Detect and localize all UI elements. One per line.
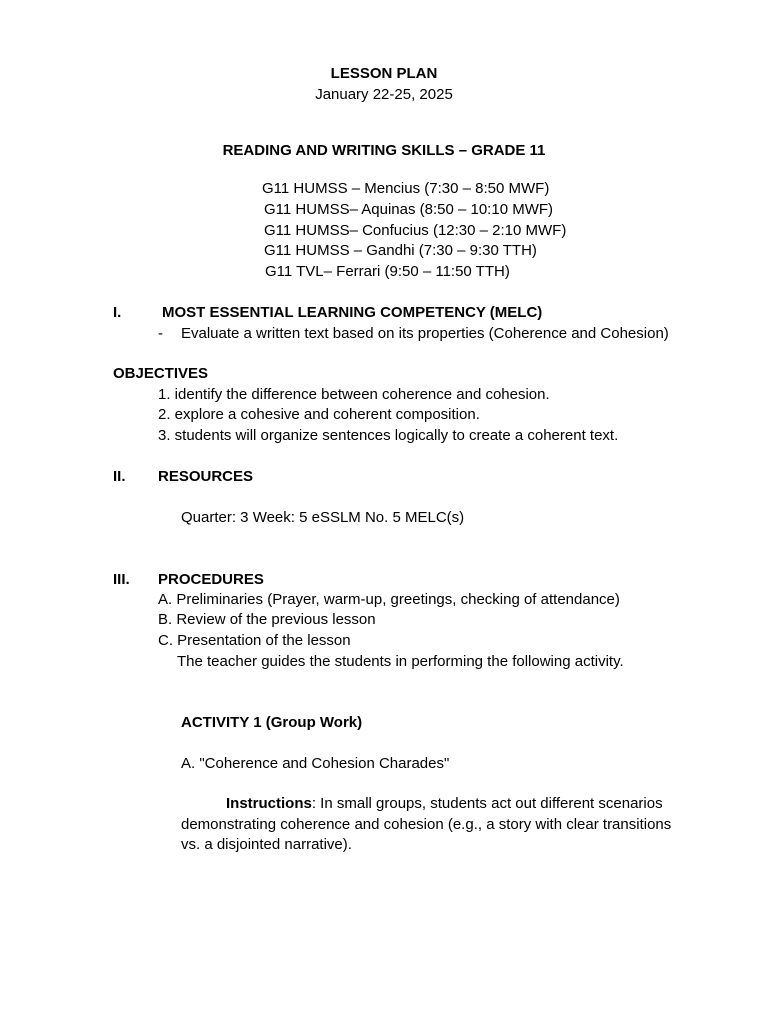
section-line: G11 HUMSS – Mencius (7:30 – 8:50 MWF) [262, 180, 550, 197]
procedure-item: A. Preliminaries (Prayer, warm-up, greetings, checking of attendance) [158, 591, 620, 608]
objective-item: 2. explore a cohesive and coherent composition. [158, 406, 480, 423]
instructions-text: : In small groups, students act out different scenarios demonstrating coherence and cohesion (e.g., a story with clear transitions vs. a disjointed narrative). [181, 795, 672, 853]
melc-item: Evaluate a written text based on its properties (Coherence and Cohesion) [181, 325, 669, 342]
procedures-heading: PROCEDURES [158, 571, 264, 588]
document-date: January 22-25, 2025 [315, 86, 453, 103]
procedure-note: The teacher guides the students in performing the following activity. [177, 653, 624, 670]
activity-subheading: A. "Coherence and Cohesion Charades" [181, 755, 450, 772]
section-line: G11 TVL– Ferrari (9:50 – 11:50 TTH) [265, 263, 510, 280]
section-line: G11 HUMSS– Confucius (12:30 – 2:10 MWF) [264, 222, 567, 239]
objective-item: 3. students will organize sentences logically to create a coherent text. [158, 427, 619, 444]
procedure-item: B. Review of the previous lesson [158, 611, 376, 628]
resources-numeral: II. [113, 468, 126, 485]
activity-heading: ACTIVITY 1 (Group Work) [181, 714, 363, 731]
instructions-label: Instructions [226, 795, 312, 812]
melc-bullet: - [158, 325, 163, 342]
objectives-heading: OBJECTIVES [113, 365, 209, 382]
melc-numeral: I. [113, 304, 122, 321]
document-title: LESSON PLAN [330, 65, 438, 82]
procedures-numeral: III. [113, 571, 130, 588]
procedure-item: C. Presentation of the lesson [158, 632, 351, 649]
activity-instructions [181, 794, 681, 856]
section-line: G11 HUMSS– Aquinas (8:50 – 10:10 MWF) [264, 201, 554, 218]
subject-heading: READING AND WRITING SKILLS – GRADE 11 [222, 142, 546, 159]
objective-item: 1. identify the difference between coherence and cohesion. [158, 386, 550, 403]
resources-heading: RESOURCES [158, 468, 254, 485]
resources-text: Quarter: 3 Week: 5 eSSLM No. 5 MELC(s) [181, 509, 465, 526]
melc-heading: MOST ESSENTIAL LEARNING COMPETENCY (MELC) [162, 304, 543, 321]
section-line: G11 HUMSS – Gandhi (7:30 – 9:30 TTH) [264, 242, 537, 259]
